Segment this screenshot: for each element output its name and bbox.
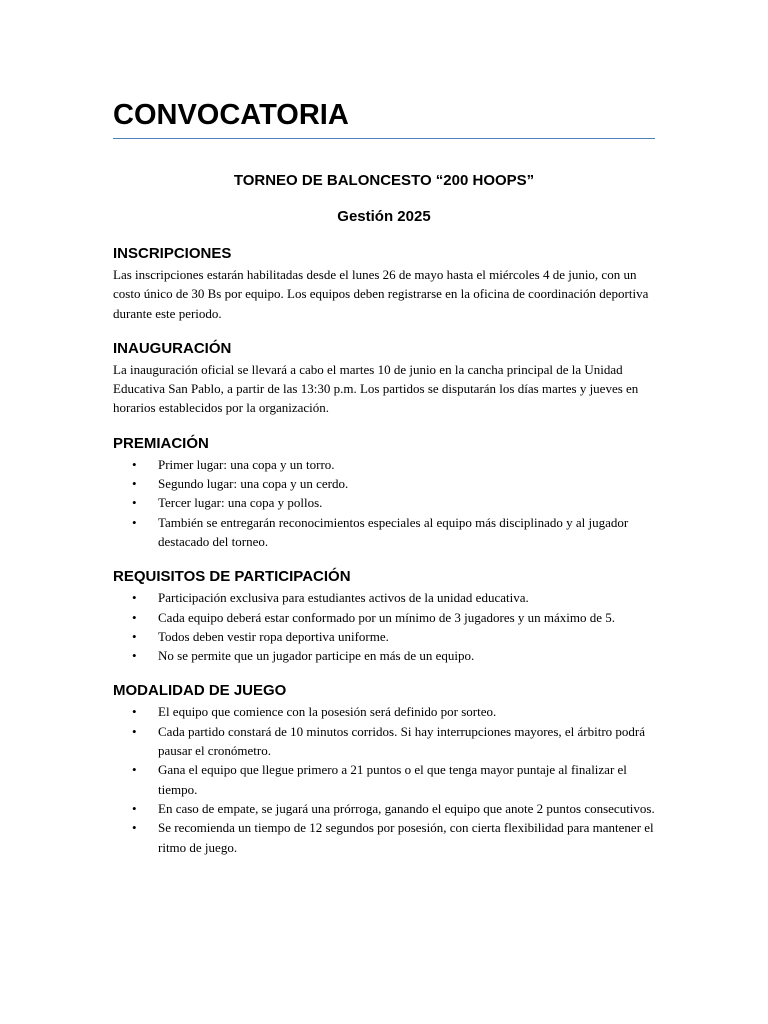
- bullet-icon: •: [132, 456, 137, 472]
- document-title: CONVOCATORIA: [113, 96, 655, 139]
- inauguracion-paragraph: La inauguración oficial se llevará a cabo el martes 10 de junio en la cancha principal de la Unidad Educativa San Pablo, a partir de las 13:30 p.m. Los partidos se disputarán los días martes y jueves en horarios establecidos por la organización.: [113, 361, 639, 416]
- modalidad-list: [113, 702, 655, 856]
- document-content: [113, 96, 655, 857]
- list-item: [113, 722, 655, 761]
- bullet-icon: •: [132, 476, 137, 492]
- list-item-text: Tercer lugar: una copa y pollos.: [158, 495, 323, 511]
- bullet-icon: •: [132, 495, 137, 511]
- list-item: [113, 474, 655, 493]
- list-item-text: Cada equipo deberá estar conformado por un mínimo de 3 jugadores y un máximo de 5.: [158, 609, 616, 625]
- tournament-name: TORNEO DE BALONCESTO “200 HOOPS”: [233, 172, 535, 189]
- bullet-icon: •: [132, 590, 137, 606]
- bullet-icon: •: [132, 514, 137, 530]
- requisitos-list: [113, 588, 655, 665]
- premiacion-heading: PREMIACIÓN: [113, 434, 209, 452]
- list-item: [113, 627, 655, 646]
- modalidad-heading: MODALIDAD DE JUEGO: [113, 682, 287, 700]
- season-label: Gestión 2025: [337, 208, 431, 225]
- list-item-text: No se permite que un jugador participe en más de un equipo.: [158, 648, 475, 664]
- bullet-icon: •: [132, 628, 137, 644]
- premiacion-list: [113, 455, 655, 551]
- list-item: [113, 646, 655, 665]
- list-item: [113, 493, 655, 512]
- bullet-icon: •: [132, 762, 137, 778]
- list-item-text: Todos deben vestir ropa deportiva uniforme.: [158, 628, 389, 644]
- list-item-text: También se entregarán reconocimientos especiales al equipo más disciplinado y al jugador destacado del torneo.: [158, 514, 629, 549]
- list-item: [113, 760, 655, 799]
- list-item-text: Gana el equipo que llegue primero a 21 puntos o el que tenga mayor puntaje al finalizar el tiempo.: [158, 762, 627, 797]
- bullet-icon: •: [132, 648, 137, 664]
- bullet-icon: •: [132, 800, 137, 816]
- bullet-icon: •: [132, 609, 137, 625]
- requisitos-heading: REQUISITOS DE PARTICIPACIÓN: [113, 568, 351, 586]
- list-item-text: Se recomienda un tiempo de 12 segundos por posesión, con cierta flexibilidad para mantener el ritmo de juego.: [158, 820, 654, 855]
- bullet-icon: •: [132, 704, 137, 720]
- list-item: [113, 702, 655, 721]
- list-item: [113, 818, 655, 857]
- list-item: [113, 608, 655, 627]
- inauguracion-heading: INAUGURACIÓN: [113, 339, 232, 357]
- bullet-icon: •: [132, 723, 137, 739]
- inscripciones-paragraph: Las inscripciones estarán habilitadas desde el lunes 26 de mayo hasta el miércoles 4 de junio, con un costo único de 30 Bs por equipo. Los equipos deben registrarse en la oficina de coordinación deportiva durante este periodo.: [113, 267, 649, 321]
- list-item-text: Primer lugar: una copa y un torro.: [158, 456, 335, 472]
- list-item: [113, 588, 655, 607]
- list-item: [113, 455, 655, 474]
- list-item-text: En caso de empate, se jugará una prórroga, ganando el equipo que anote 2 puntos consecutivos.: [158, 800, 655, 816]
- bullet-icon: •: [132, 820, 137, 836]
- list-item-text: Segundo lugar: una copa y un cerdo.: [158, 476, 349, 492]
- list-item-text: Cada partido constará de 10 minutos corridos. Si hay interrupciones mayores, el árbitro podrá pausar el cronómetro.: [158, 723, 646, 759]
- list-item-text: El equipo que comience con la posesión será definido por sorteo.: [158, 704, 497, 720]
- inscripciones-heading: INSCRIPCIONES: [113, 245, 232, 262]
- list-item: [113, 799, 655, 818]
- list-item-text: Participación exclusiva para estudiantes activos de la unidad educativa.: [158, 590, 529, 606]
- list-item: [113, 513, 655, 552]
